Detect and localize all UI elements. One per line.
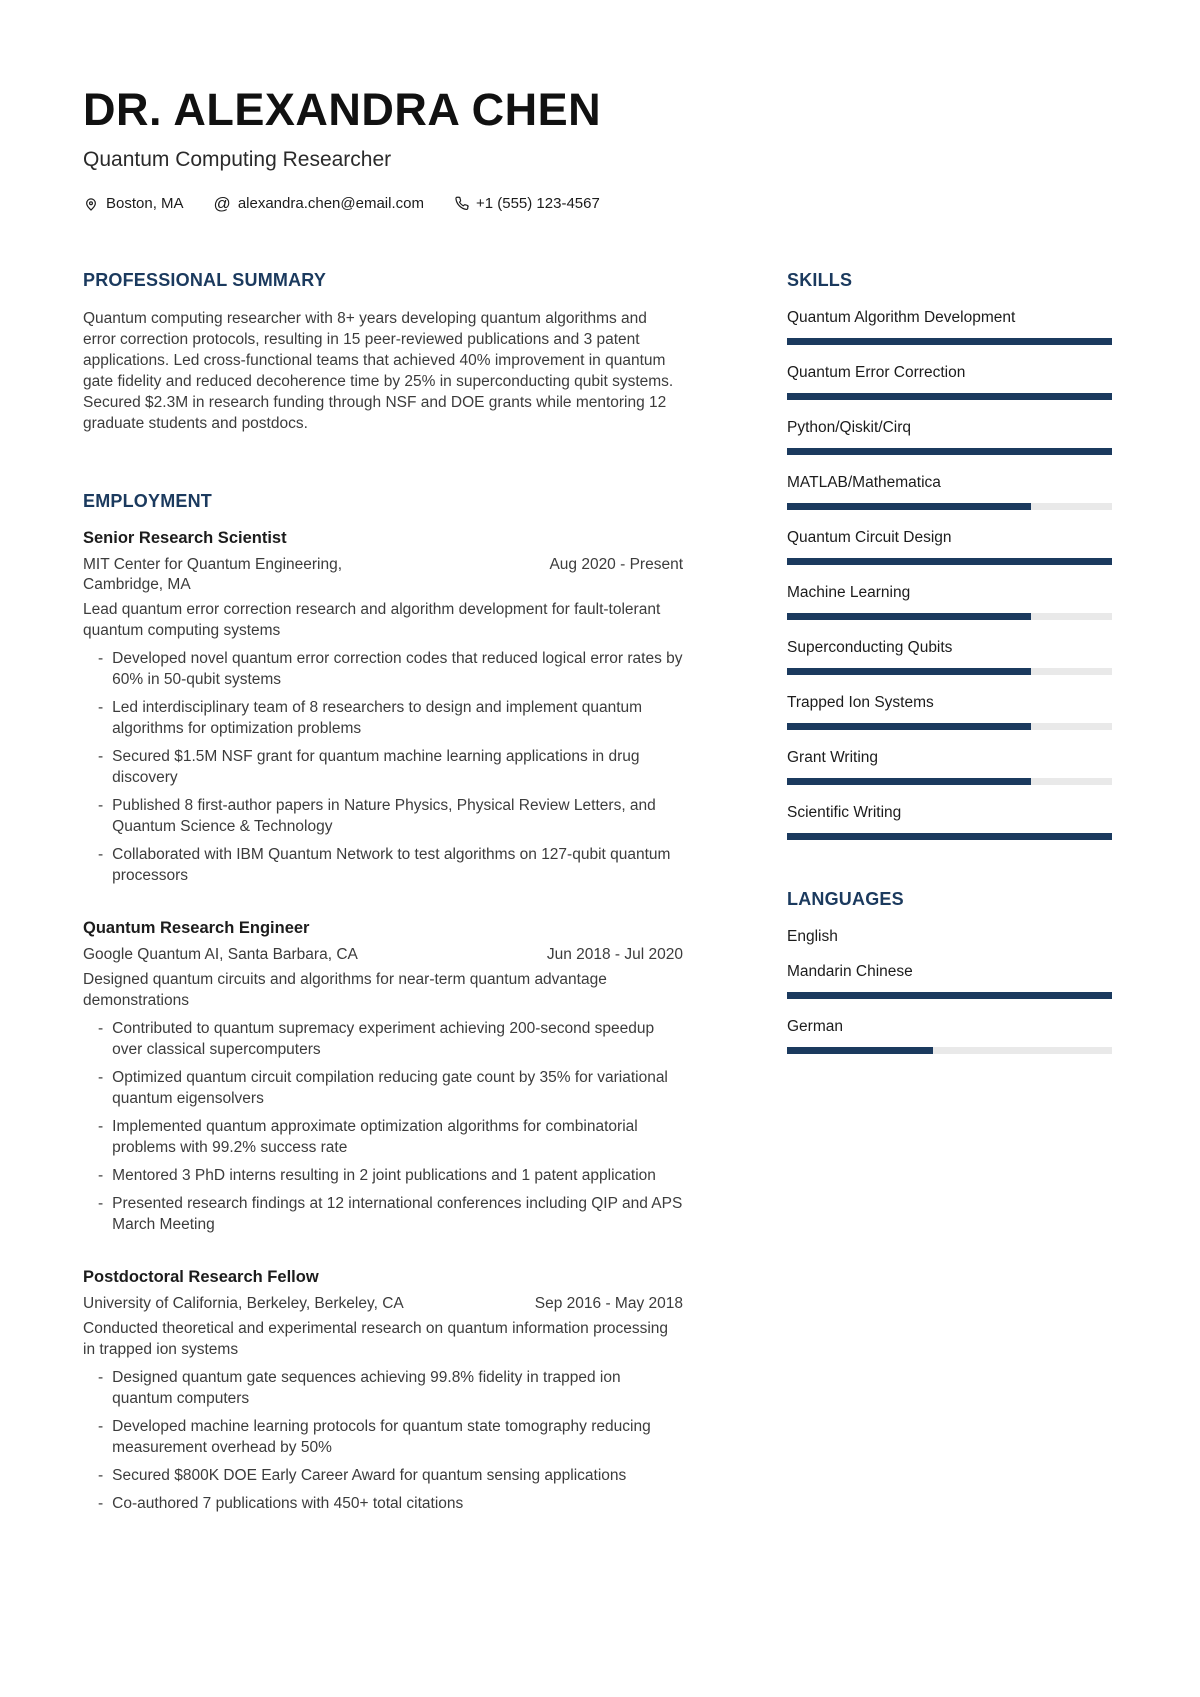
employment-section [83, 491, 683, 1514]
bullet-text: Designed quantum gate sequences achieving 99.8% fidelity in trapped ion quantum computers [112, 1369, 621, 1408]
skill-label: Grant Writing [787, 749, 879, 767]
language-label: Mandarin Chinese [787, 963, 913, 981]
email-icon: @ [213, 194, 231, 214]
skill-item [787, 803, 1112, 840]
bullet-dash: - [98, 1369, 104, 1387]
job-description: Lead quantum error correction research and algorithm development for fault-tolerant quantum computing systems [83, 601, 661, 640]
job-entry [83, 919, 683, 1235]
skill-bar [787, 558, 1112, 565]
skill-bar-fill [787, 503, 1031, 510]
skill-bar [787, 503, 1112, 510]
skill-bar [787, 338, 1112, 345]
skill-label: Python/Qiskit/Cirq [787, 419, 912, 437]
language-bar-fill [787, 1047, 933, 1054]
resume-header [83, 86, 1112, 212]
job-meta-row [83, 555, 683, 595]
skill-bar-fill [787, 723, 1031, 730]
phone-icon [454, 196, 469, 211]
bullet-dash: - [98, 797, 104, 815]
contact-row [83, 195, 1112, 212]
job-dates: Jun 2018 - Jul 2020 [546, 946, 683, 964]
job-company-line: MIT Center for Quantum Engineering, [83, 556, 343, 574]
skill-item [787, 583, 1112, 620]
bullet-dash: - [98, 1167, 104, 1185]
bullet-text: Presented research findings at 12 international conferences including QIP and APS March Meeting [112, 1195, 683, 1234]
language-item [787, 927, 1112, 947]
skill-bar [787, 833, 1112, 840]
bullet-item [83, 1018, 683, 1060]
bullet-item [83, 1416, 683, 1458]
bullet-item [83, 1465, 683, 1486]
bullet-text: Optimized quantum circuit compilation reducing gate count by 35% for variational quantum eigensolvers [112, 1069, 668, 1108]
skill-item [787, 308, 1112, 345]
skill-label: Quantum Algorithm Development [787, 309, 1016, 327]
bullet-text: Developed machine learning protocols for quantum state tomography reducing measurement overhead by 50% [112, 1418, 651, 1457]
bullet-item [83, 1067, 683, 1109]
skills-section [787, 270, 1112, 840]
language-bar-fill [787, 992, 1112, 999]
job-description: Designed quantum circuits and algorithms for near-term quantum advantage demonstrations [83, 971, 607, 1010]
language-bar [787, 1047, 1112, 1054]
job-dates: Sep 2016 - May 2018 [534, 1295, 683, 1313]
contact-location-text: Boston, MA [106, 195, 184, 213]
skills-list [787, 308, 1112, 840]
job-company-line: Google Quantum AI, Santa Barbara, CA [83, 946, 358, 964]
job-title: Quantum Research Engineer [83, 919, 310, 938]
bullet-text: Developed novel quantum error correction codes that reduced logical error rates by 60% in 50-qubit systems [112, 650, 683, 689]
language-label: German [787, 1018, 843, 1036]
bullet-text: Contributed to quantum supremacy experiment achieving 200-second speedup over classical supercomputers [112, 1020, 655, 1059]
languages-list [787, 927, 1112, 1054]
language-label: English [787, 928, 838, 946]
skill-label: Machine Learning [787, 584, 911, 602]
job-company-line: University of California, Berkeley, Berkeley, CA [83, 1295, 404, 1313]
job-company [83, 945, 358, 965]
summary-section [83, 270, 683, 434]
job-entry [83, 529, 683, 886]
skill-bar [787, 723, 1112, 730]
bullet-dash: - [98, 1467, 104, 1485]
job-company [83, 1294, 404, 1314]
bullet-item [83, 1165, 683, 1186]
contact-location [83, 195, 184, 212]
bullet-text: Collaborated with IBM Quantum Network to test algorithms on 127-qubit quantum processors [112, 846, 671, 885]
content-columns [83, 270, 1112, 1521]
job-company-line: Cambridge, MA [83, 576, 191, 594]
bullet-item [83, 1493, 683, 1514]
skill-item [787, 638, 1112, 675]
skill-bar-fill [787, 668, 1031, 675]
bullet-dash: - [98, 846, 104, 864]
person-title: Quantum Computing Researcher [83, 148, 392, 172]
languages-heading: LANGUAGES [787, 889, 904, 910]
job-bullet-list [83, 648, 683, 886]
bullet-text: Co-authored 7 publications with 450+ total citations [112, 1495, 464, 1513]
bullet-dash: - [98, 1495, 104, 1513]
bullet-dash: - [98, 699, 104, 717]
skill-item [787, 748, 1112, 785]
job-company [83, 555, 342, 595]
bullet-item [83, 1367, 683, 1409]
bullet-text: Implemented quantum approximate optimization algorithms for combinatorial problems with 99.2% success rate [112, 1118, 638, 1157]
job-list [83, 529, 683, 1514]
bullet-item [83, 746, 683, 788]
skill-bar-fill [787, 833, 1112, 840]
skill-item [787, 528, 1112, 565]
language-bar [787, 992, 1112, 999]
summary-text: Quantum computing researcher with 8+ years developing quantum algorithms and error correction protocols, resulting in 15 peer-reviewed publications and 3 patent applications. Led cross-functional teams that achieved 40% improvement in quantum gate fidelity and reduced decoherence time by 25% in superconducting qubit systems. Secured $2.3M in research funding through NSF and DOE grants while mentoring 12 graduate students and postdocs. [83, 310, 674, 433]
skill-item [787, 363, 1112, 400]
skill-bar-fill [787, 448, 1112, 455]
bullet-dash: - [98, 1020, 104, 1038]
skill-bar-fill [787, 558, 1112, 565]
skill-label: Scientific Writing [787, 804, 902, 822]
bullet-text: Led interdisciplinary team of 8 researchers to design and implement quantum algorithms for optimization problems [112, 699, 643, 738]
skill-bar [787, 448, 1112, 455]
skill-item [787, 693, 1112, 730]
bullet-dash: - [98, 1418, 104, 1436]
job-entry [83, 1268, 683, 1514]
employment-heading: EMPLOYMENT [83, 491, 213, 512]
language-item [787, 962, 1112, 999]
skill-bar-fill [787, 393, 1112, 400]
contact-phone-text: +1 (555) 123-4567 [475, 195, 600, 213]
skill-bar [787, 613, 1112, 620]
job-title: Senior Research Scientist [83, 529, 287, 548]
bullet-item [83, 795, 683, 837]
language-item [787, 1017, 1112, 1054]
skill-item [787, 418, 1112, 455]
person-name: DR. ALEXANDRA CHEN [83, 84, 602, 135]
skill-label: MATLAB/Mathematica [787, 474, 941, 492]
contact-email [214, 195, 424, 212]
skill-bar-fill [787, 338, 1112, 345]
skills-heading: SKILLS [787, 270, 853, 291]
job-meta-row [83, 1294, 683, 1314]
bullet-text: Mentored 3 PhD interns resulting in 2 joint publications and 1 patent application [112, 1167, 656, 1185]
bullet-item [83, 1116, 683, 1158]
job-description: Conducted theoretical and experimental research on quantum information processing in trapped ion systems [83, 1320, 669, 1359]
bullet-item [83, 697, 683, 739]
job-meta-row [83, 945, 683, 965]
skill-label: Trapped Ion Systems [787, 694, 934, 712]
skill-label: Quantum Circuit Design [787, 529, 952, 547]
skill-bar [787, 778, 1112, 785]
skill-bar-fill [787, 613, 1031, 620]
bullet-text: Secured $1.5M NSF grant for quantum machine learning applications in drug discovery [112, 748, 640, 787]
skill-bar [787, 668, 1112, 675]
job-bullet-list [83, 1018, 683, 1235]
bullet-dash: - [98, 1069, 104, 1087]
main-column [83, 270, 683, 1521]
sidebar-column [787, 270, 1112, 1521]
contact-phone [454, 195, 600, 212]
location-icon [83, 196, 99, 212]
bullet-dash: - [98, 650, 104, 668]
bullet-item [83, 1193, 683, 1235]
bullet-item [83, 648, 683, 690]
skill-label: Superconducting Qubits [787, 639, 953, 657]
bullet-dash: - [98, 748, 104, 766]
bullet-item [83, 844, 683, 886]
bullet-dash: - [98, 1195, 104, 1213]
contact-email-text: alexandra.chen@email.com [237, 195, 424, 213]
bullet-dash: - [98, 1118, 104, 1136]
bullet-text: Published 8 first-author papers in Nature Physics, Physical Review Letters, and Quantum Science & Technology [112, 797, 656, 836]
job-title: Postdoctoral Research Fellow [83, 1268, 319, 1287]
summary-heading: PROFESSIONAL SUMMARY [83, 270, 327, 291]
skill-label: Quantum Error Correction [787, 364, 966, 382]
skill-bar [787, 393, 1112, 400]
bullet-text: Secured $800K DOE Early Career Award for quantum sensing applications [112, 1467, 627, 1485]
job-dates: Aug 2020 - Present [549, 556, 683, 574]
job-bullet-list [83, 1367, 683, 1514]
languages-section [787, 889, 1112, 1054]
skill-bar-fill [787, 778, 1031, 785]
skill-item [787, 473, 1112, 510]
